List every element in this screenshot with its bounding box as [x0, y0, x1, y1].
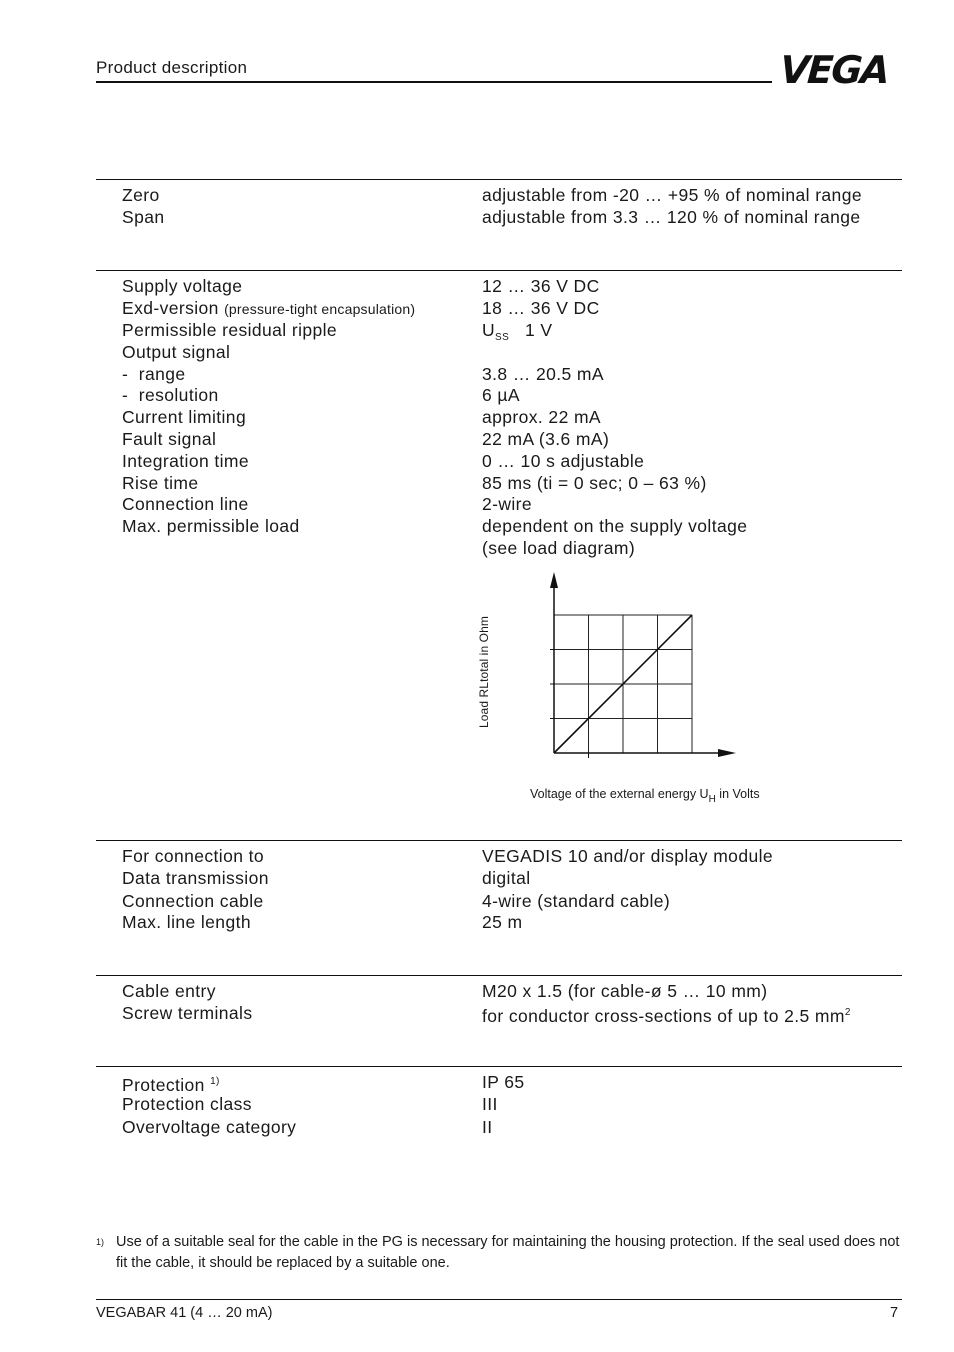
output-signal-label: Output signal: [122, 342, 231, 362]
footnote-text: Use of a suitable seal for the cable in the PG is necessary for maintaining the housing protection. If the seal used does not fit the cable, it should be replaced by a suitable one.: [116, 1234, 900, 1271]
section-rule: [96, 1066, 902, 1067]
x-axis-label-text: Voltage of the external energy U: [530, 787, 709, 801]
chart-y-axis-label: Load RLtotal in Ohm: [477, 616, 491, 728]
squared-superscript: 2: [844, 1007, 851, 1018]
ripple-subscript: SS: [495, 332, 510, 343]
ripple-symbol: U: [482, 320, 496, 340]
protection-text: Protection: [122, 1075, 205, 1095]
max-load-note: (see load diagram): [482, 538, 636, 558]
section-rule: [96, 840, 902, 841]
footer-rule: [96, 1299, 902, 1300]
fault-signal-label: Fault signal: [122, 429, 217, 449]
for-connection-label: For connection to: [122, 846, 265, 866]
range-value: 3.8 … 20.5 mA: [482, 364, 604, 384]
current-limiting-value: approx. 22 mA: [482, 407, 602, 427]
section-rule: [96, 270, 902, 271]
data-transmission-label: Data transmission: [122, 868, 269, 888]
screw-terminals-label: Screw terminals: [122, 1003, 253, 1023]
exd-version-note: (pressure-tight encapsulation): [224, 301, 416, 317]
protection-class-label: Protection class: [122, 1094, 252, 1114]
max-load-label: Max. permissible load: [122, 516, 300, 536]
connection-cable-value: 4-wire (standard cable): [482, 891, 671, 911]
header-rule: [96, 81, 772, 83]
chart-x-axis-label: [530, 787, 760, 805]
range-label: - range: [122, 364, 186, 384]
footnote-ref: 1): [210, 1076, 220, 1087]
exd-version-value: 18 … 36 V DC: [482, 298, 600, 318]
max-load-value: dependent on the supply voltage: [482, 516, 748, 536]
cable-entry-value: M20 x 1.5 (for cable-ø 5 … 10 mm): [482, 981, 768, 1001]
zero-value: adjustable from -20 … +95 % of nominal range: [482, 185, 862, 205]
ripple-value: [482, 319, 552, 349]
for-connection-value: VEGADIS 10 and/or display module: [482, 846, 774, 866]
footnote-mark: 1): [96, 1237, 105, 1247]
exd-version-text: Exd-version: [122, 298, 219, 318]
span-value: adjustable from 3.3 … 120 % of nominal range: [482, 207, 861, 227]
page-header-title: Product description: [96, 58, 248, 77]
page-number: 7: [890, 1305, 899, 1321]
x-axis-label-unit: in Volts: [715, 787, 760, 801]
rise-time-label: Rise time: [122, 473, 199, 493]
y-axis-arrow: [550, 572, 558, 588]
vega-logo: [780, 48, 888, 92]
cable-entry-label: Cable entry: [122, 981, 216, 1001]
ripple-label: Permissible residual ripple: [122, 320, 338, 340]
fault-signal-value: 22 mA (3.6 mA): [482, 429, 610, 449]
connection-line-value: 2-wire: [482, 494, 533, 514]
integration-time-label: Integration time: [122, 451, 250, 471]
max-line-length-label: Max. line length: [122, 912, 251, 932]
overvoltage-value: II: [482, 1117, 493, 1137]
ripple-amount: 1 V: [524, 320, 553, 340]
x-axis-arrow: [718, 749, 736, 757]
load-diagram: [540, 566, 740, 766]
section-rule: [96, 179, 902, 180]
protection-class-value: III: [482, 1094, 498, 1114]
resolution-value: 6 µA: [482, 385, 520, 405]
x-axis-label-subscript: H: [708, 794, 716, 805]
logo-text: VEGA: [778, 48, 890, 92]
exd-version-label: [122, 297, 415, 320]
zero-label: Zero: [122, 185, 160, 205]
max-line-length-value: 25 m: [482, 912, 523, 932]
rise-time-value: 85 ms (ti = 0 sec; 0 – 63 %): [482, 473, 707, 493]
screw-terminals-value: [482, 1002, 851, 1027]
supply-voltage-value: 12 … 36 V DC: [482, 276, 600, 296]
screw-terminals-text: for conductor cross-sections of up to 2.5 mm: [482, 1006, 845, 1026]
overvoltage-label: Overvoltage category: [122, 1117, 297, 1137]
data-transmission-value: digital: [482, 868, 531, 888]
resolution-label: - resolution: [122, 385, 219, 405]
connection-cable-label: Connection cable: [122, 891, 264, 911]
integration-time-value: 0 … 10 s adjustable: [482, 451, 645, 471]
connection-line-label: Connection line: [122, 494, 249, 514]
section-rule: [96, 975, 902, 976]
supply-voltage-label: Supply voltage: [122, 276, 243, 296]
current-limiting-label: Current limiting: [122, 407, 247, 427]
protection-value: IP 65: [482, 1072, 525, 1092]
span-label: Span: [122, 207, 165, 227]
footer-document-name: VEGABAR 41 (4 … 20 mA): [96, 1305, 273, 1321]
